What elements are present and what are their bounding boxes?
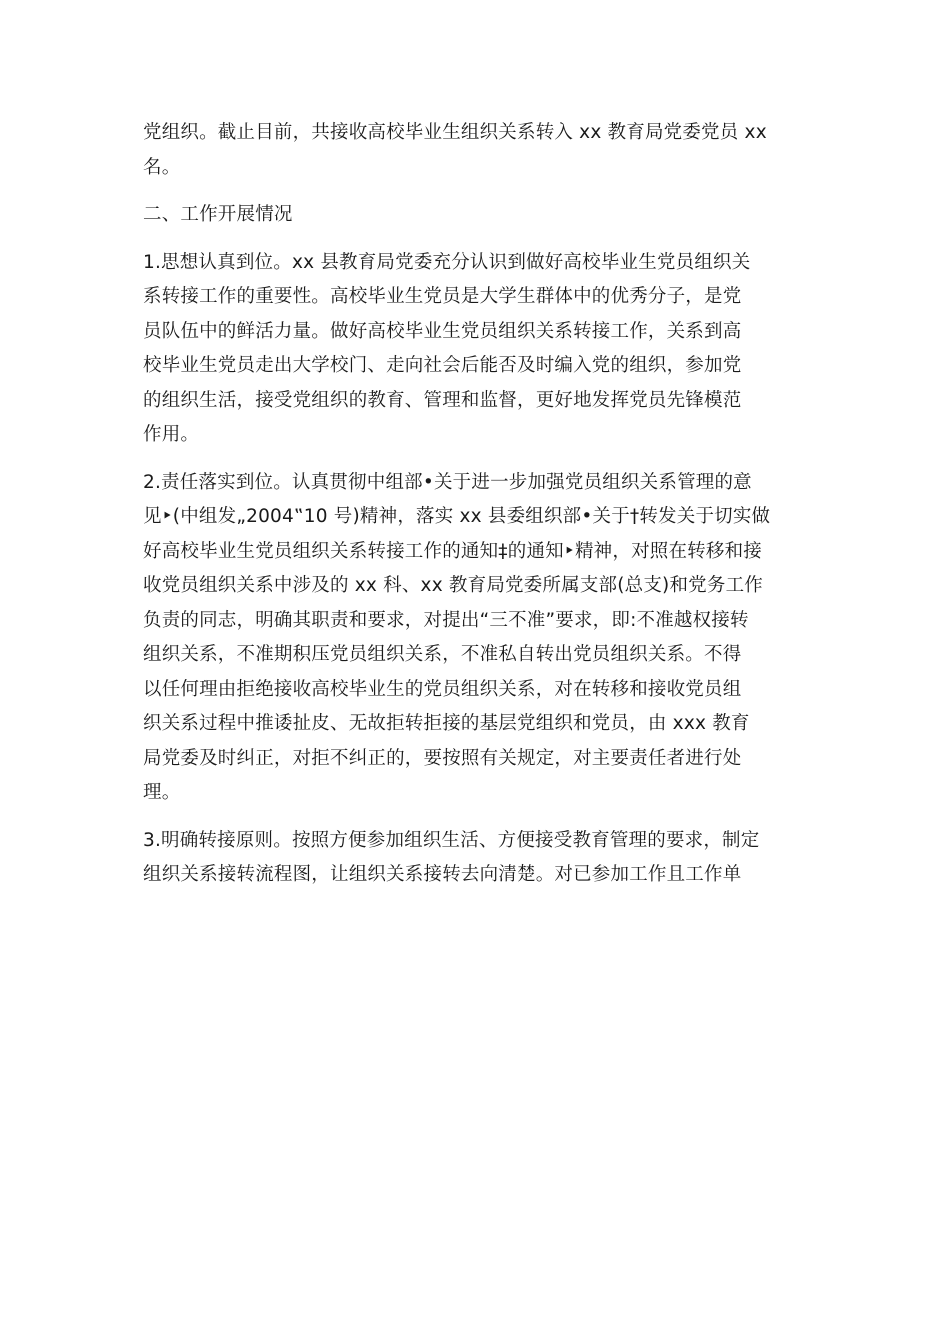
document-body: [143, 116, 808, 906]
paragraph-point-3: 3.明确转接原则。按照方便参加组织生活、方便接受教育管理的要求，制定 组织关系接转流程图，让组织关系接转去向清楚。对已参加工作且工作单: [143, 829, 760, 885]
paragraph-point-2: 2.责任落实到位。认真贯彻中组部•关于进一步加强党员组织关系管理的意 见‣(中组发„2004‟10 号)精神，落实 xx 县委组织部•关于†转发关于切实做 好高校毕业生党员组织关系转接工作的通知‡的通知‣精神，对照在转移和接 收党员组织关系中涉及的 xx 科、xx 教育局党委所属支部(总支)和党务工作 负责的同志，明确其职责和要求，对提出“三不准”要求，即:不准越权接转 组织关系，不准期积压党员组织关系，不准私自转出党员组织关系。不得 以任何理由拒绝接收高校毕业生的党员组织关系，对在转移和接收党员组 织关系过程中推诿扯皮、无故拒转拒接的基层党组织和党员，由 xxx 教育 局党委及时纠正，对拒不纠正的，要按照有关规定，对主要责任者进行处 理。: [143, 471, 771, 803]
section-heading: 二、工作开展情况: [143, 204, 293, 225]
paragraph-point-1: 1.思想认真到位。xx 县教育局党委充分认识到做好高校毕业生党员组织关 系转接工作的重要性。高校毕业生党员是大学生群体中的优秀分子，是党 员队伍中的鲜活力量。做好高校毕业生党员组织关系转接工作，关系到高 校毕业生党员走出大学校门、走向社会后能否及时编入党的组织，参加党 的组织生活，接受党组织的教育、管理和监督，更好地发挥党员先锋模范 作用。: [143, 251, 751, 445]
paragraph-intro-continuation: 党组织。截止目前，共接收高校毕业生组织关系转入 xx 教育局党委党员 xx 名。: [143, 122, 767, 178]
